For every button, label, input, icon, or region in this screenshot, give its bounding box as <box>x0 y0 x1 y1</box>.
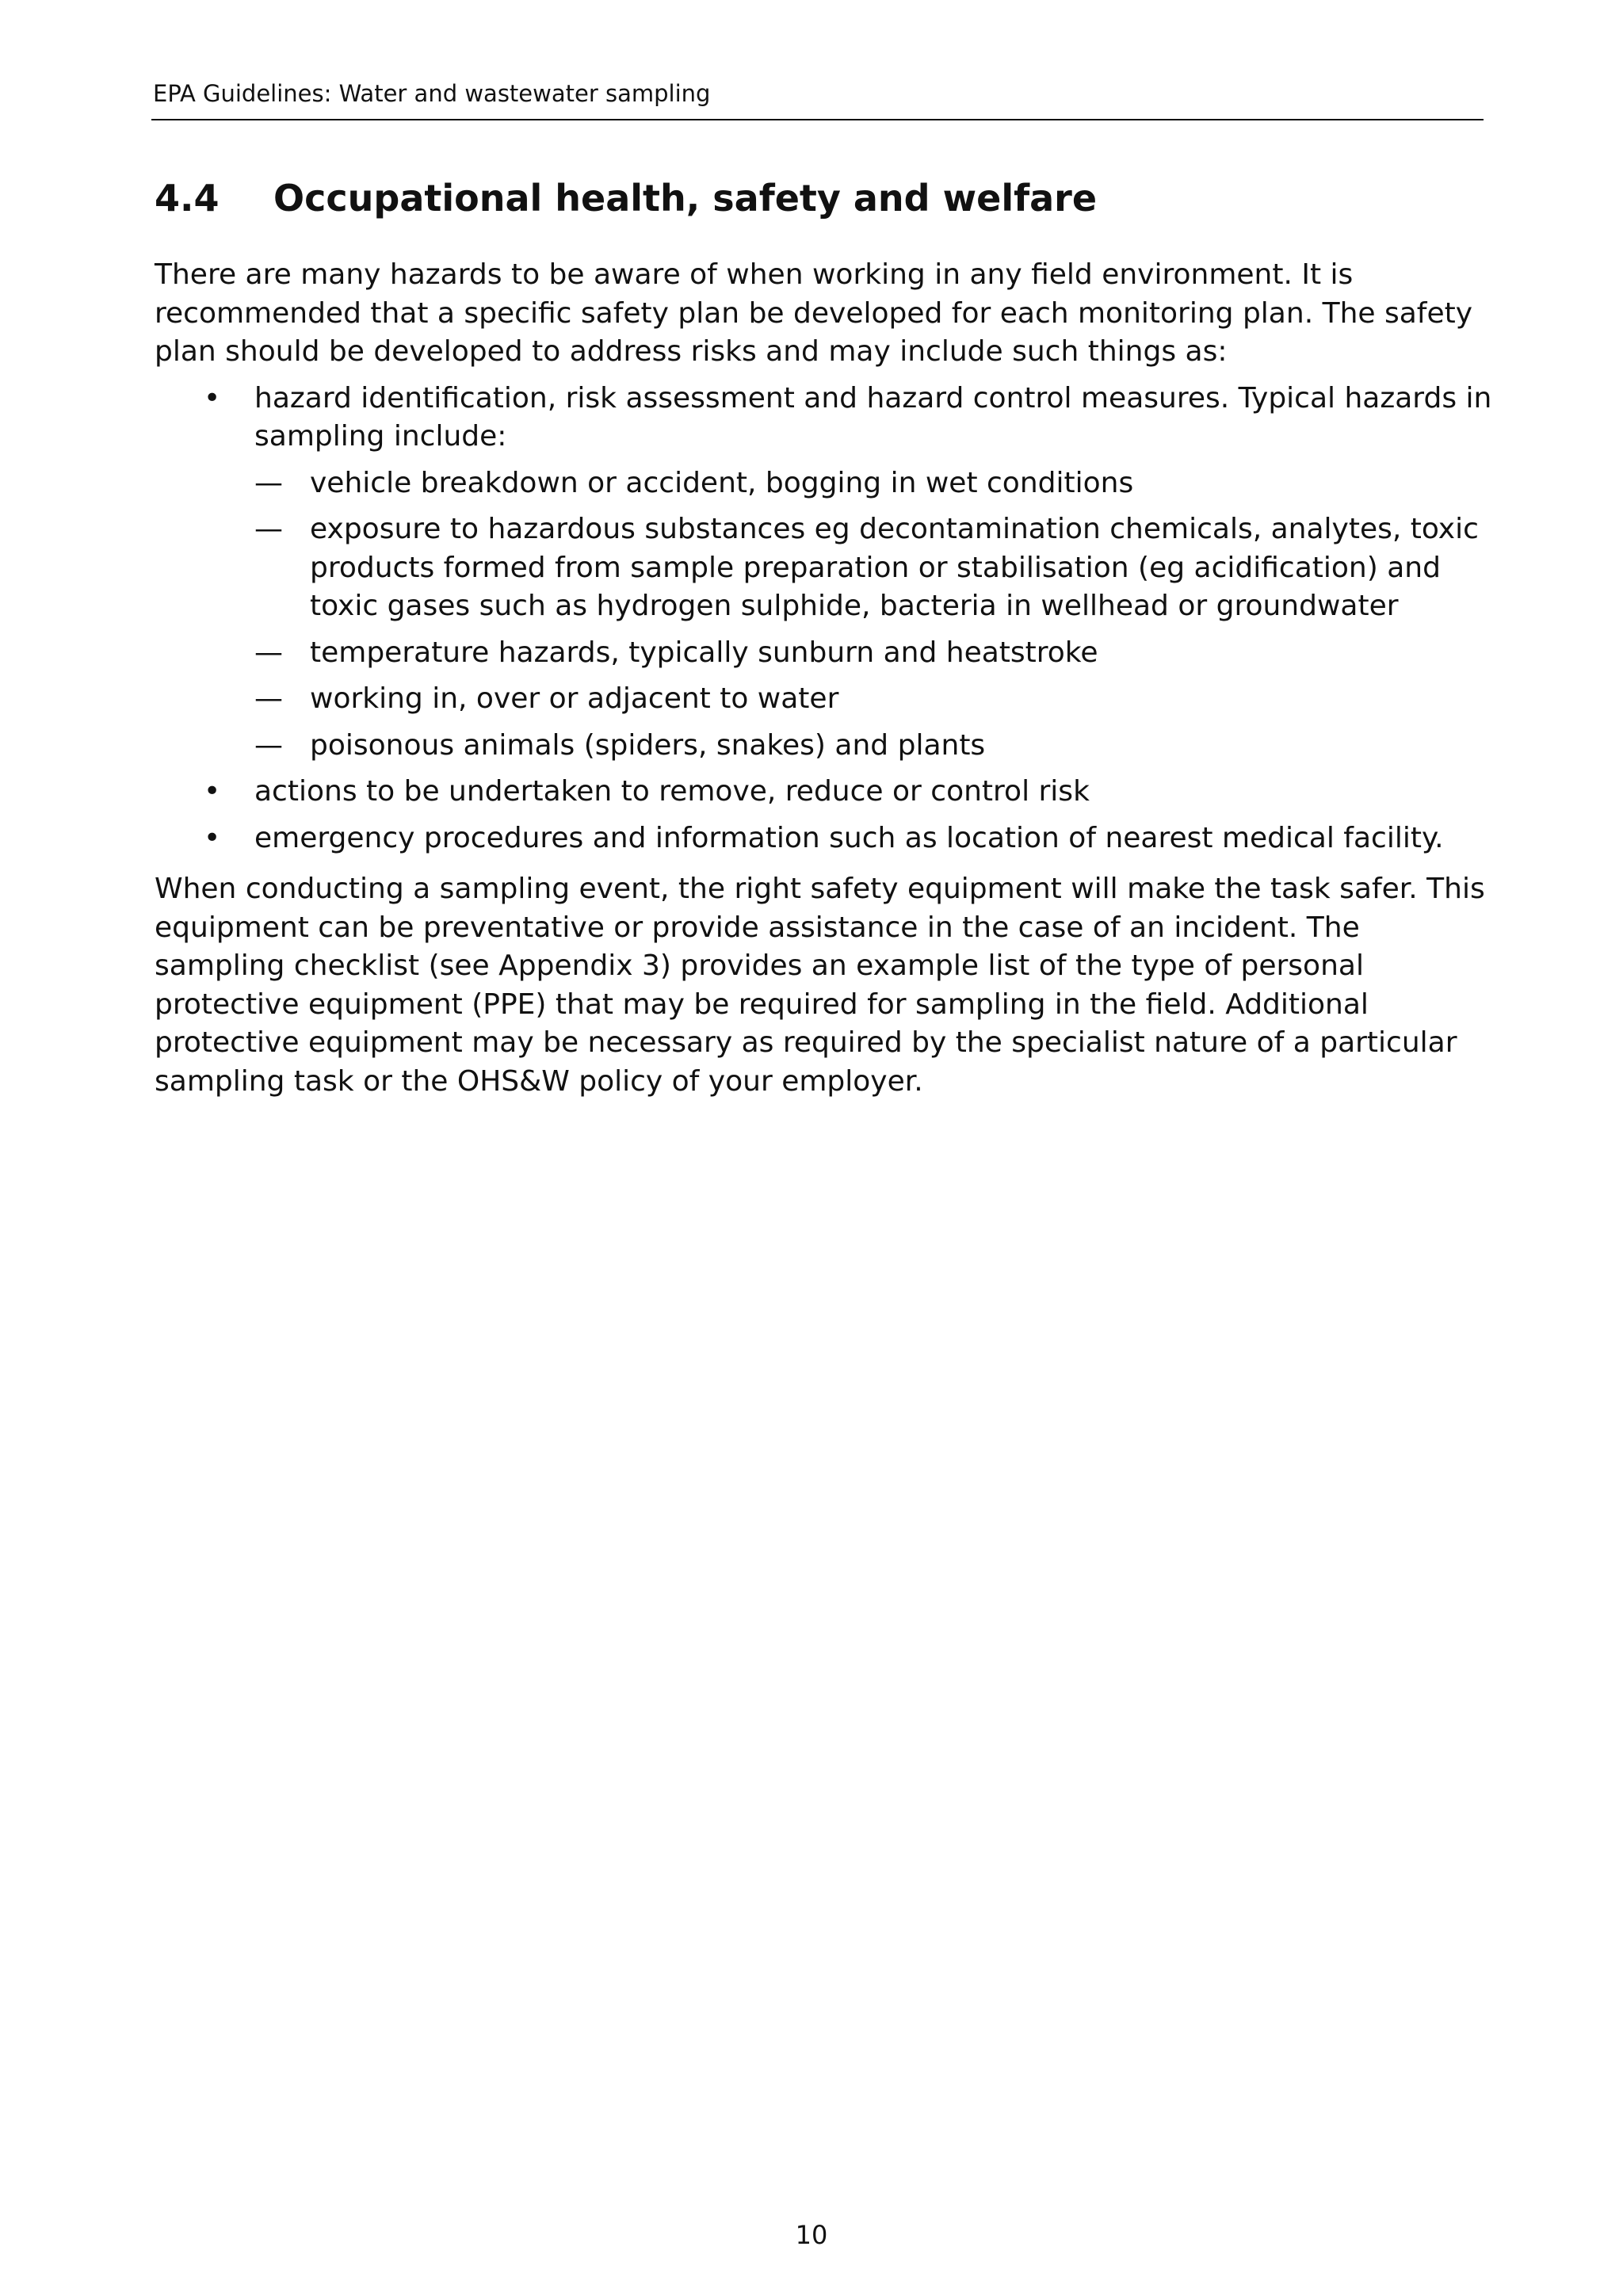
dash-marker: — <box>254 513 283 545</box>
list-item <box>155 819 1494 858</box>
safety-plan-list <box>155 380 1494 858</box>
section-title: Occupational health, safety and welfare <box>273 177 1098 220</box>
list-item <box>155 773 1494 812</box>
sublist-item <box>254 464 1494 503</box>
sublist-item <box>254 727 1494 766</box>
bullet-marker: • <box>204 381 221 415</box>
section-number: 4.4 <box>155 177 220 220</box>
sublist-item-text: working in, over or adjacent to water <box>310 682 839 715</box>
page-number: 10 <box>795 2220 828 2250</box>
dash-marker: — <box>254 636 283 669</box>
bullet-marker: • <box>204 821 221 854</box>
dash-marker: — <box>254 728 283 762</box>
header-rule <box>151 119 1484 120</box>
list-item-text: emergency procedures and information such as location of nearest medical facility. <box>254 821 1444 854</box>
intro-paragraph: There are many hazards to be aware of when working in any field environment. It is recommended that a specific safety plan be developed for each monitoring plan. The safety plan should be developed to address risks and may include such things as: <box>155 258 1473 368</box>
dash-marker: — <box>254 466 283 499</box>
bullet-marker: • <box>204 775 221 808</box>
closing-paragraph: When conducting a sampling event, the right safety equipment will make the task safer. This equipment can be preventative or provide assistance in the case of an incident. The sampling checklist (see Appendix 3) provides an example list of the type of personal protective equipment (PPE) that may be required for sampling in the field. Additional protective equipment may be necessary as required by the specialist nature of a particular sampling task or the OHS&W policy of your employer. <box>155 873 1485 1098</box>
list-item <box>155 380 1494 766</box>
list-item-text: hazard identification, risk assessment and hazard control measures. Typical hazards in sampling include: <box>254 381 1492 453</box>
section-body <box>155 256 1494 1101</box>
list-item-text: actions to be undertaken to remove, reduce or control risk <box>254 775 1090 808</box>
sublist-item-text: poisonous animals (spiders, snakes) and plants <box>310 728 986 762</box>
sublist-item <box>254 510 1494 626</box>
running-header: EPA Guidelines: Water and wastewater sampling <box>153 80 711 107</box>
sublist-item <box>254 634 1494 673</box>
section-heading <box>155 174 1097 222</box>
sublist-item <box>254 680 1494 719</box>
sublist-item-text: exposure to hazardous substances eg decontamination chemicals, analytes, toxic products formed from sample preparation or stabilisation (eg acidification) and toxic gases such as hydrogen sulphide, bacteria in wellhead or groundwater <box>310 513 1479 622</box>
sublist-item-text: temperature hazards, typically sunburn and heatstroke <box>310 636 1098 669</box>
hazards-sublist <box>254 464 1494 766</box>
dash-marker: — <box>254 682 283 715</box>
sublist-item-text: vehicle breakdown or accident, bogging in wet conditions <box>310 466 1134 499</box>
